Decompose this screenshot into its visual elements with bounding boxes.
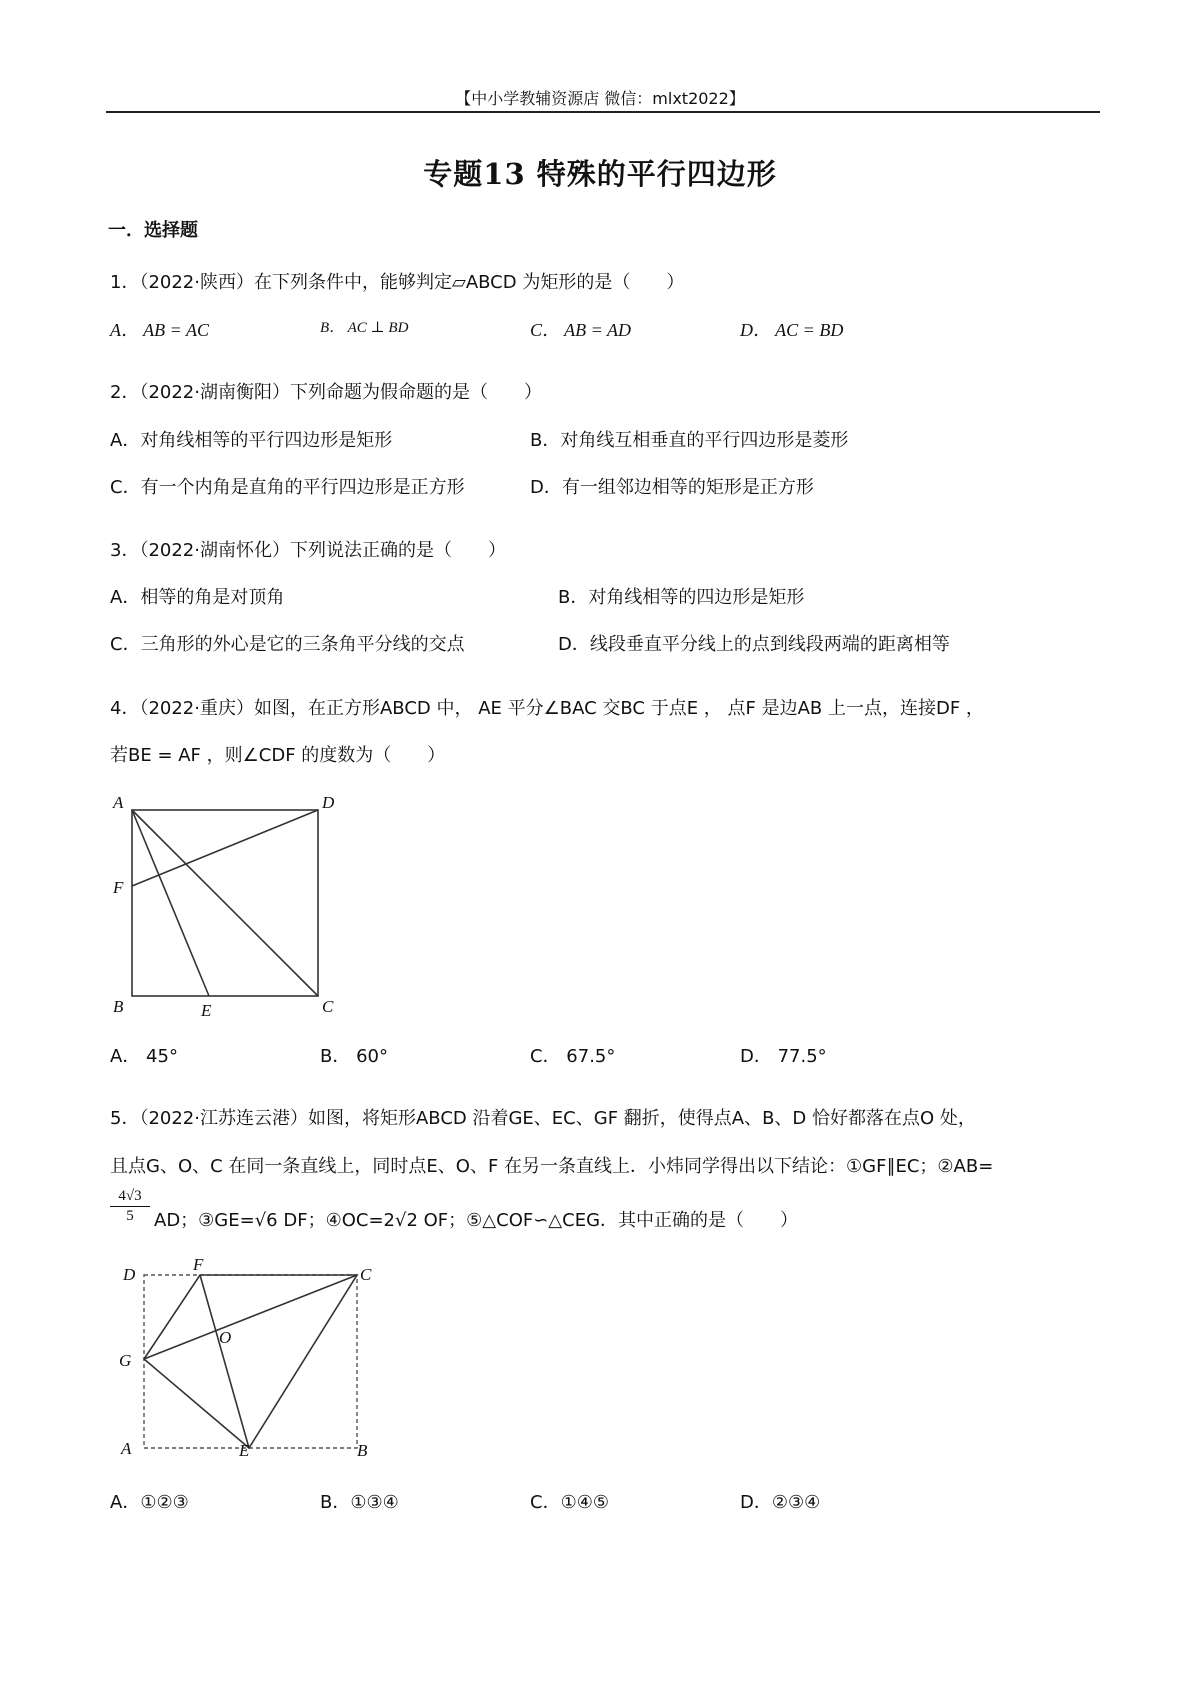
- q2-option-b: B．对角线互相垂直的平行四边形是菱形: [530, 430, 849, 451]
- q2-option-d: D．有一组邻边相等的矩形是正方形: [530, 477, 814, 498]
- q3-option-b: B．对角线相等的四边形是矩形: [558, 587, 805, 608]
- header-rule: [106, 111, 1100, 113]
- q5-label-b: B: [357, 1441, 368, 1458]
- q5-label-a: A: [121, 1439, 132, 1458]
- question-4-stem: 4．（2022·重庆）如图，在正方形ABCD 中， AE 平分∠BAC 交BC 于点E ， 点F 是边AB 上一点，连接DF ，: [110, 698, 984, 719]
- q3-option-a: A．相等的角是对顶角: [110, 587, 285, 608]
- q4-label-f: F: [113, 878, 124, 897]
- q4-label-e: E: [201, 1001, 212, 1018]
- q5-option-b: B．①③④: [320, 1492, 399, 1513]
- q1-option-b: B． AC ⊥ BD: [320, 320, 409, 336]
- q4-figure-square: [105, 790, 345, 1018]
- q4-label-b: B: [113, 997, 124, 1016]
- q4-label-c: C: [322, 997, 334, 1016]
- q5-option-d: D．②③④: [740, 1492, 821, 1513]
- question-1-stem: 1．（2022·陕西）在下列条件中，能够判定▱ABCD 为矩形的是（ ）: [110, 272, 685, 293]
- q4-label-d: D: [322, 793, 335, 812]
- q5-label-c: C: [360, 1265, 372, 1284]
- q3-option-c: C．三角形的外心是它的三条角平分线的交点: [110, 634, 465, 655]
- q3-option-d: D．线段垂直平分线上的点到线段两端的距离相等: [558, 634, 950, 655]
- page-header: 【中小学教辅资源店 微信：mlxt2022】: [455, 89, 745, 108]
- q4-option-d: D． 77.5°: [740, 1046, 827, 1067]
- q1-option-c: C． AB = AD: [530, 320, 631, 340]
- question-2-stem: 2．（2022·湖南衡阳）下列命题为假命题的是（ ）: [110, 382, 542, 403]
- q1-option-d: D． AC = BD: [740, 320, 844, 340]
- q4-option-a: A． 45°: [110, 1046, 178, 1067]
- q5-figure-rectangle: [105, 1258, 385, 1458]
- q5-label-g: G: [119, 1351, 132, 1370]
- q5-fraction-numerator: 4√3: [110, 1188, 150, 1207]
- q5-label-d: D: [123, 1265, 136, 1284]
- q5-option-a: A．①②③: [110, 1492, 189, 1513]
- page-title: 专题13 特殊的平行四边形: [423, 157, 777, 191]
- question-5-stem-line2: 且点G、O、C 在同一条直线上，同时点E、O、F 在另一条直线上．小炜同学得出以下结论：①GF∥EC；②AB=: [110, 1156, 994, 1177]
- q5-label-e: E: [239, 1441, 250, 1458]
- q5-fraction: [110, 1188, 150, 1225]
- question-3-stem: 3．（2022·湖南怀化）下列说法正确的是（ ）: [110, 540, 506, 561]
- q5-label-f: F: [193, 1258, 204, 1274]
- q4-option-c: C． 67.5°: [530, 1046, 616, 1067]
- q4-option-b: B． 60°: [320, 1046, 388, 1067]
- q2-option-c: C．有一个内角是直角的平行四边形是正方形: [110, 477, 465, 498]
- q5-label-o: O: [219, 1328, 232, 1347]
- q5-fraction-denominator: 5: [126, 1208, 134, 1224]
- question-4-stem-line2: 若BE = AF ，则∠CDF 的度数为（ ）: [110, 745, 446, 766]
- q1-option-a: A． AB = AC: [110, 320, 209, 340]
- question-5-stem: 5．（2022·江苏连云港）如图，将矩形ABCD 沿着GE、EC、GF 翻折，使得点A、B、D 恰好都落在点O 处，: [110, 1108, 976, 1129]
- q2-option-a: A．对角线相等的平行四边形是矩形: [110, 430, 393, 451]
- q4-label-a: A: [113, 793, 124, 812]
- question-5-stem-line3: AD；③GE=√6 DF；④OC=2√2 OF；⑤△COF∽△CEG．其中正确的是（ ）: [154, 1210, 799, 1231]
- q5-option-c: C．①④⑤: [530, 1492, 609, 1513]
- section-heading: 一．选择题: [108, 220, 198, 241]
